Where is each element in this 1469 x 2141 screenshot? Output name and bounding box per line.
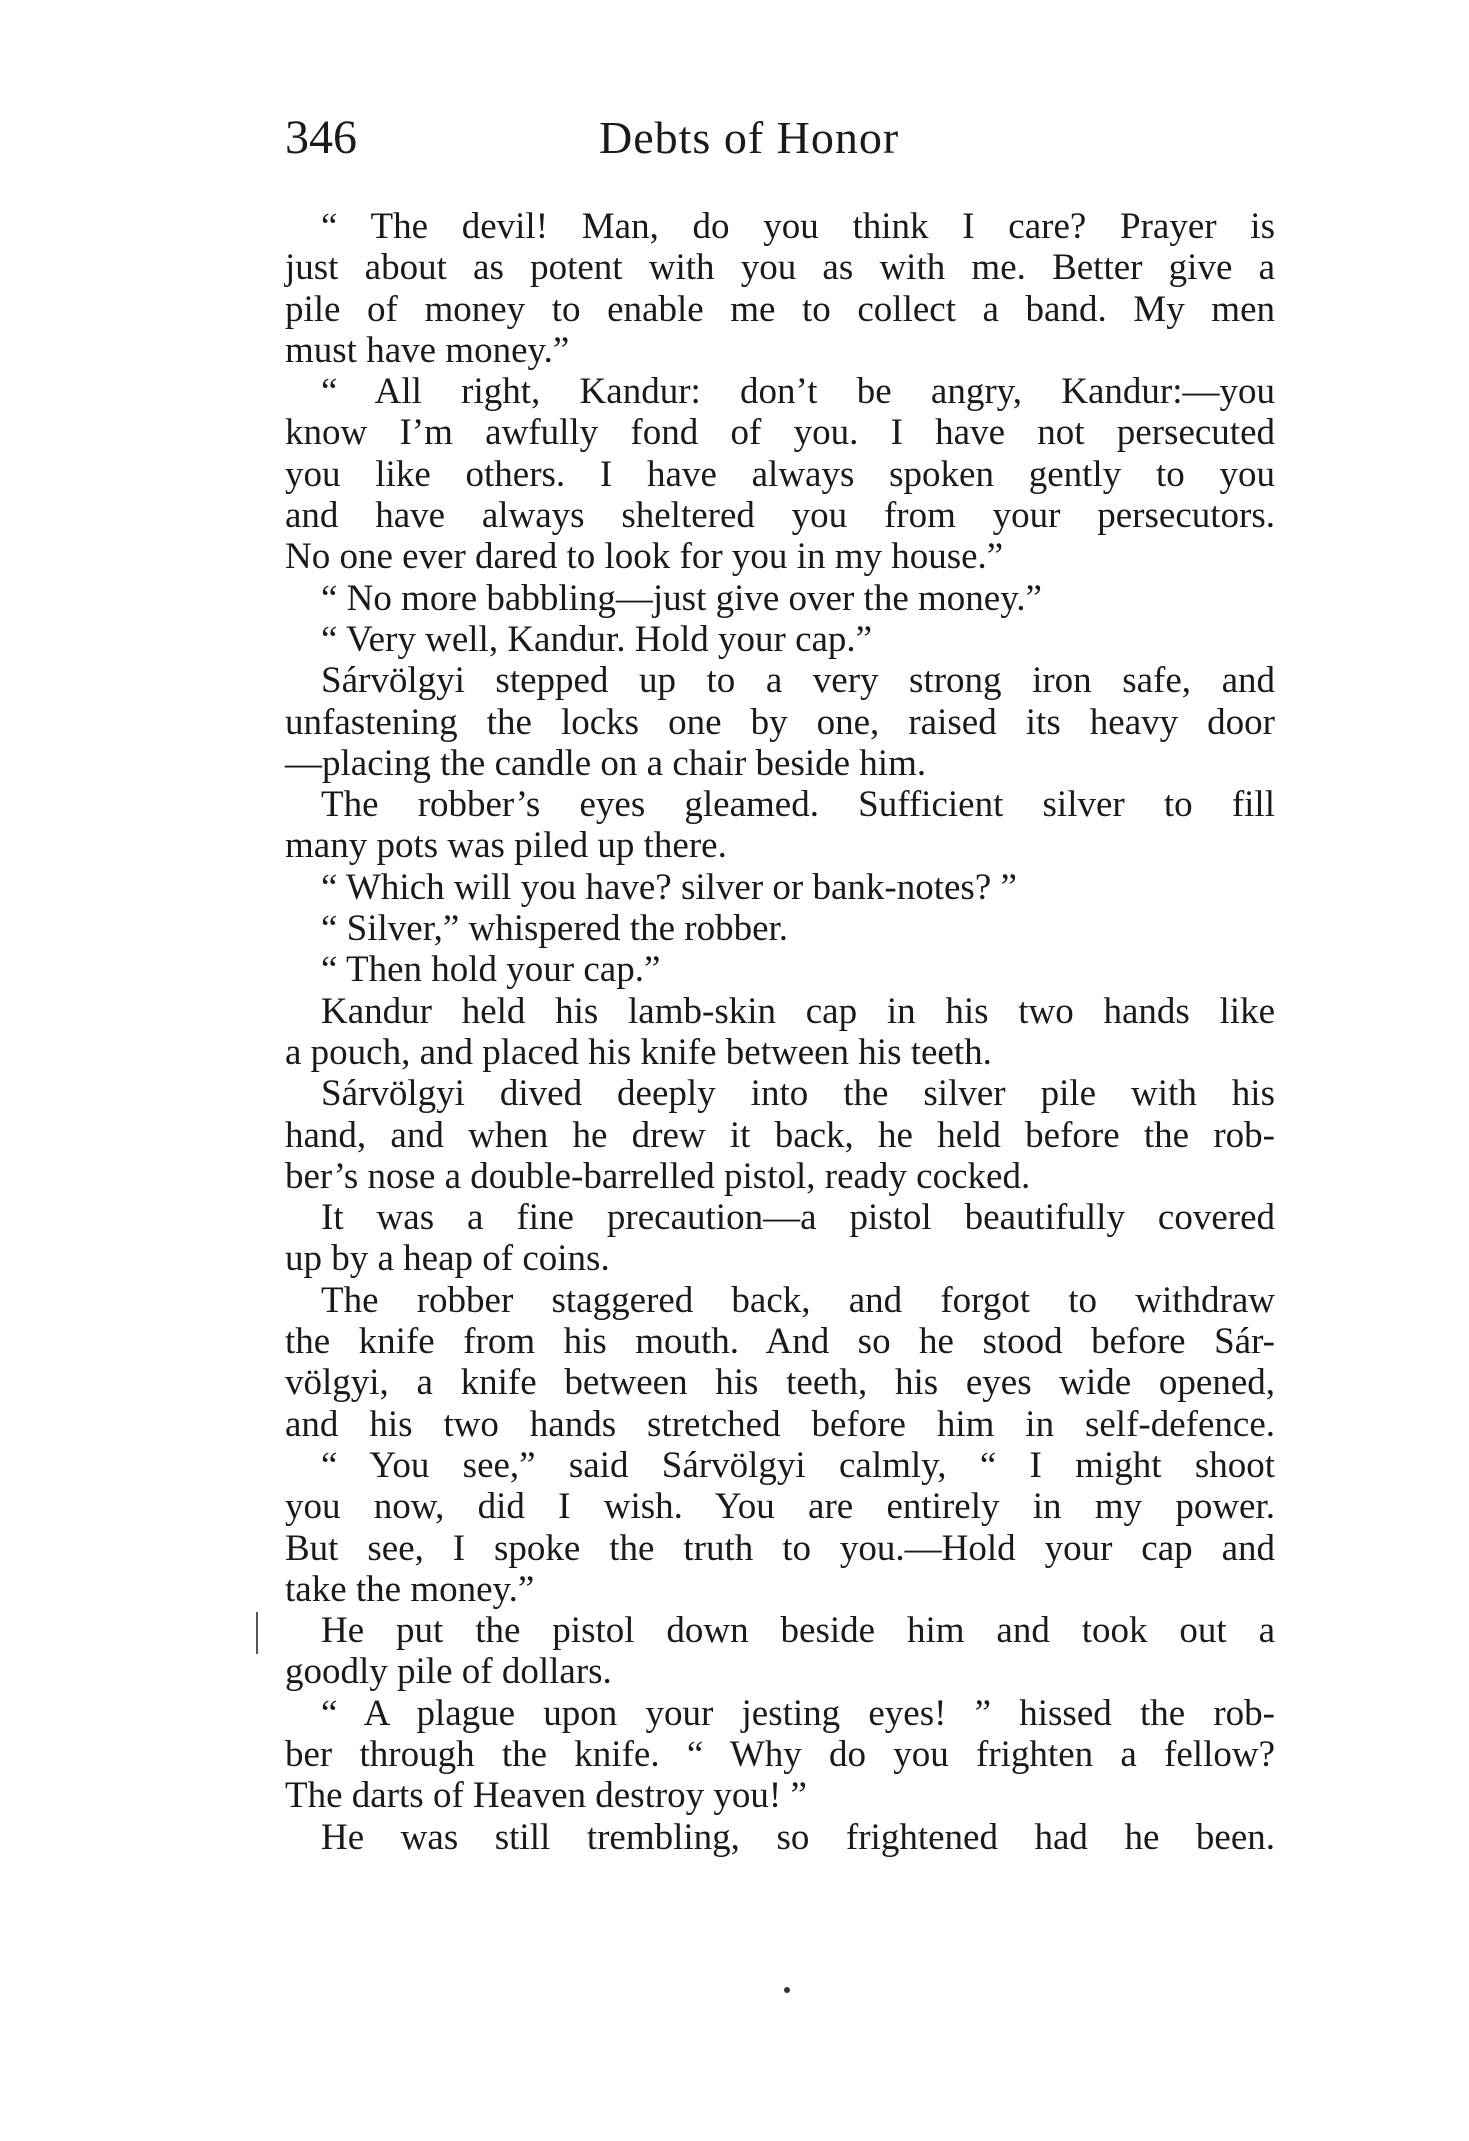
text-line: The robber staggered back, and forgot to withdraw bbox=[321, 1279, 1275, 1321]
text-line: you now, did I wish. You are entirely in my power. bbox=[285, 1486, 1275, 1528]
page-number: 346 bbox=[285, 111, 357, 164]
text-line: It was a fine precaution—a pistol beautifully covered bbox=[321, 1197, 1275, 1239]
text-line: just about as potent with you as with me. Better give a bbox=[285, 247, 1275, 289]
text-line: and his two hands stretched before him in self-defence. bbox=[285, 1403, 1275, 1445]
text-line: the knife from his mouth. And so he stood before Sár- bbox=[285, 1321, 1275, 1363]
text-line: völgyi, a knife between his teeth, his eyes wide opened, bbox=[285, 1362, 1275, 1404]
text-line: “ Then hold your cap.” bbox=[321, 949, 661, 991]
text-line: Kandur held his lamb-skin cap in his two hands like bbox=[321, 990, 1275, 1032]
text-line: He was still trembling, so frightened had he been. bbox=[321, 1816, 1275, 1858]
text-line: pile of money to enable me to collect a band. My men bbox=[285, 288, 1275, 330]
text-line: “ A plague upon your jesting eyes! ” hissed the rob- bbox=[321, 1692, 1275, 1734]
text-line: —placing the candle on a chair beside him. bbox=[285, 742, 927, 784]
text-line: “ Very well, Kandur. Hold your cap.” bbox=[321, 618, 873, 660]
text-line: The robber’s eyes gleamed. Sufficient silver to fill bbox=[321, 784, 1275, 826]
text-line: hand, and when he drew it back, he held before the rob- bbox=[285, 1114, 1275, 1156]
text-line: take the money.” bbox=[285, 1568, 535, 1610]
printer-dot bbox=[784, 1987, 790, 1993]
text-line: a pouch, and placed his knife between his teeth. bbox=[285, 1031, 992, 1073]
text-line: up by a heap of coins. bbox=[285, 1238, 610, 1280]
text-line: goodly pile of dollars. bbox=[285, 1651, 612, 1693]
body-text bbox=[285, 206, 1275, 1858]
text-line: “ No more babbling—just give over the money.” bbox=[321, 577, 1042, 619]
running-head: Debts of Honor bbox=[599, 112, 900, 163]
text-line: “ You see,” said Sárvölgyi calmly, “ I might shoot bbox=[321, 1444, 1275, 1486]
text-line: many pots was piled up there. bbox=[285, 825, 727, 867]
margin-mark bbox=[256, 1612, 258, 1654]
text-line: No one ever dared to look for you in my house.” bbox=[285, 536, 1004, 578]
text-line: must have money.” bbox=[285, 329, 570, 371]
text-line: ber’s nose a double-barrelled pistol, ready cocked. bbox=[285, 1155, 1031, 1197]
text-line: But see, I spoke the truth to you.—Hold your cap and bbox=[285, 1527, 1275, 1569]
text-line: and have always sheltered you from your persecutors. bbox=[285, 495, 1275, 537]
text-line: unfastening the locks one by one, raised its heavy door bbox=[285, 701, 1275, 743]
text-line: He put the pistol down beside him and took out a bbox=[321, 1610, 1275, 1652]
text-line: ber through the knife. “ Why do you frighten a fellow? bbox=[285, 1733, 1275, 1775]
text-line: Sárvölgyi dived deeply into the silver pile with his bbox=[321, 1073, 1275, 1115]
text-line: “ Silver,” whispered the robber. bbox=[321, 908, 789, 950]
text-line: know I’m awfully fond of you. I have not persecuted bbox=[285, 412, 1275, 454]
page-header bbox=[285, 108, 1275, 168]
text-line: you like others. I have always spoken gently to you bbox=[285, 453, 1275, 495]
text-line: Sárvölgyi stepped up to a very strong iron safe, and bbox=[321, 660, 1275, 702]
text-line: The darts of Heaven destroy you! ” bbox=[285, 1775, 807, 1817]
text-line: “ All right, Kandur: don’t be angry, Kandur:—you bbox=[321, 371, 1275, 413]
text-line: “ The devil! Man, do you think I care? Prayer is bbox=[321, 206, 1275, 247]
text-line: “ Which will you have? silver or bank-notes? ” bbox=[321, 866, 1017, 908]
